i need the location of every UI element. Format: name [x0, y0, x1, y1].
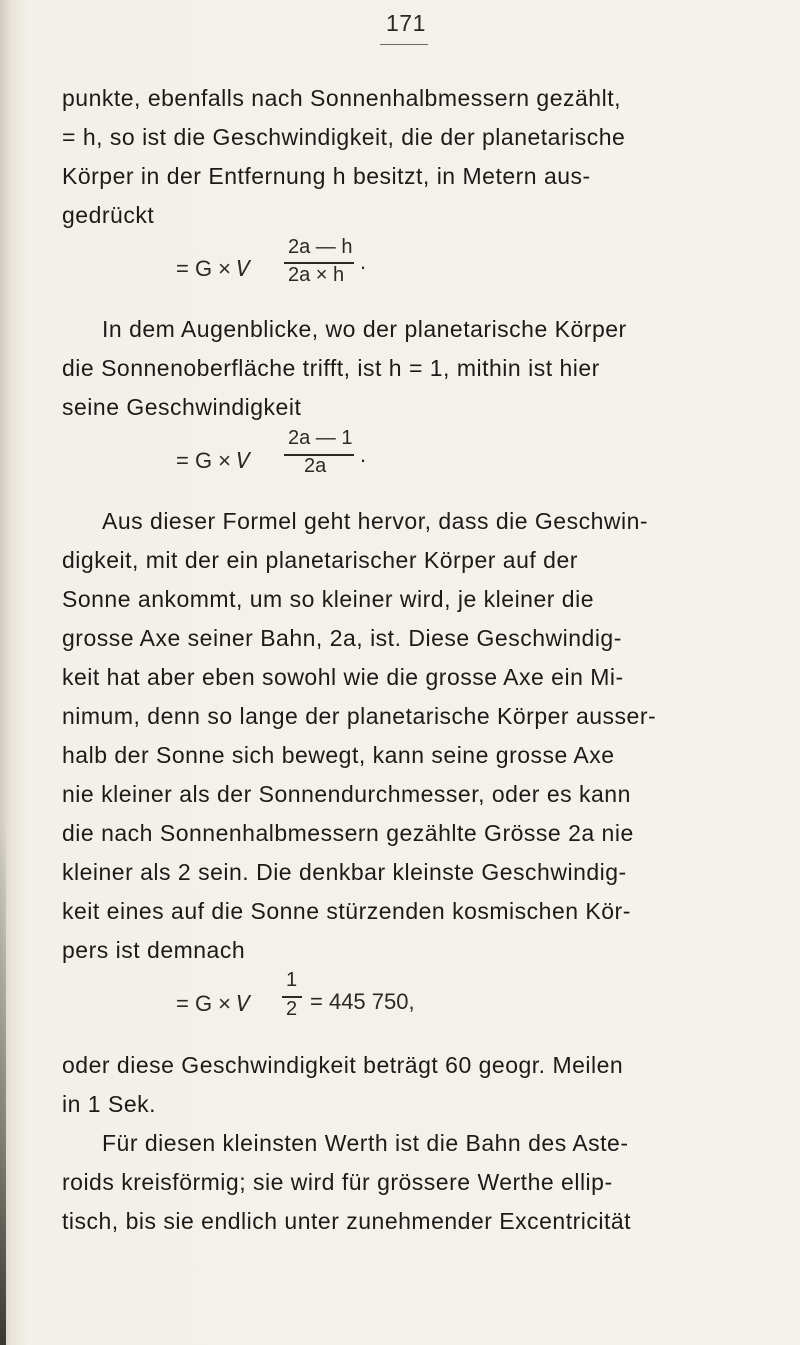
text-line: roids kreisförmig; sie wird für grössere Werthe ellip- [62, 1169, 613, 1195]
text-line: keit eines auf die Sonne stürzenden kosmischen Kör- [62, 898, 631, 924]
text-line: Sonne ankommt, um so kleiner wird, je kleiner die [62, 586, 595, 612]
text-line: = h, so ist die Geschwindigkeit, die der planetarische [62, 124, 626, 150]
page-number-rule [380, 44, 428, 45]
text-line: keit hat aber eben sowohl wie die grosse Axe ein Mi- [62, 664, 624, 690]
text-line: Aus dieser Formel geht hervor, dass die Geschwin- [102, 508, 649, 534]
formula-1-lhs: = G × 𝑉 [176, 256, 252, 281]
text-line: tisch, bis sie endlich unter zunehmender Excentricität [62, 1208, 632, 1234]
text-line: gedrückt [62, 202, 155, 228]
text-line: grosse Axe seiner Bahn, 2a, ist. Diese Geschwindig- [62, 625, 622, 651]
text-line: halb der Sonne sich bewegt, kann seine grosse Axe [62, 742, 615, 768]
text-line: nie kleiner als der Sonnendurchmesser, oder es kann [62, 781, 631, 807]
text-line: oder diese Geschwindigkeit beträgt 60 geogr. Meilen [62, 1052, 624, 1078]
text-line: in 1 Sek. [62, 1091, 156, 1117]
formula-1-denominator: 2a × h [288, 264, 345, 286]
text-line: In dem Augenblicke, wo der planetarische Körper [102, 316, 627, 342]
binding-shadow [0, 820, 6, 1345]
formula-2-punct: . [360, 442, 367, 467]
text-line: pers ist demnach [62, 937, 246, 963]
formula-1-numerator: 2a — h [288, 236, 353, 258]
formula-2-numerator: 2a — 1 [288, 427, 353, 449]
text-line: kleiner als 2 sein. Die denkbar kleinste Geschwindig- [62, 859, 627, 885]
formula-1-punct: . [360, 249, 367, 274]
text-line: digkeit, mit der ein planetarischer Körper auf der [62, 547, 578, 573]
formula-2-lhs: = G × 𝑉 [176, 448, 252, 473]
formula-3-numerator: 1 [286, 969, 298, 991]
formula-3-denominator: 2 [286, 998, 298, 1020]
formula-2-denominator: 2a [304, 455, 327, 477]
text-line: die Sonnenoberfläche trifft, ist h = 1, mithin ist hier [62, 355, 600, 381]
formula-3-lhs: = G × 𝑉 [176, 991, 252, 1016]
text-line: Für diesen kleinsten Werth ist die Bahn des Aste- [102, 1130, 629, 1156]
page-number: 171 [386, 10, 426, 36]
text-line: punkte, ebenfalls nach Sonnenhalbmessern gezählt, [62, 85, 621, 111]
text-line: nimum, denn so lange der planetarische Körper ausser- [62, 703, 657, 729]
formula-3-rhs: = 445 750, [310, 989, 415, 1014]
text-line: die nach Sonnenhalbmessern gezählte Grösse 2a nie [62, 820, 634, 846]
text-line: Körper in der Entfernung h besitzt, in Metern aus- [62, 163, 591, 189]
text-line: seine Geschwindigkeit [62, 394, 302, 420]
